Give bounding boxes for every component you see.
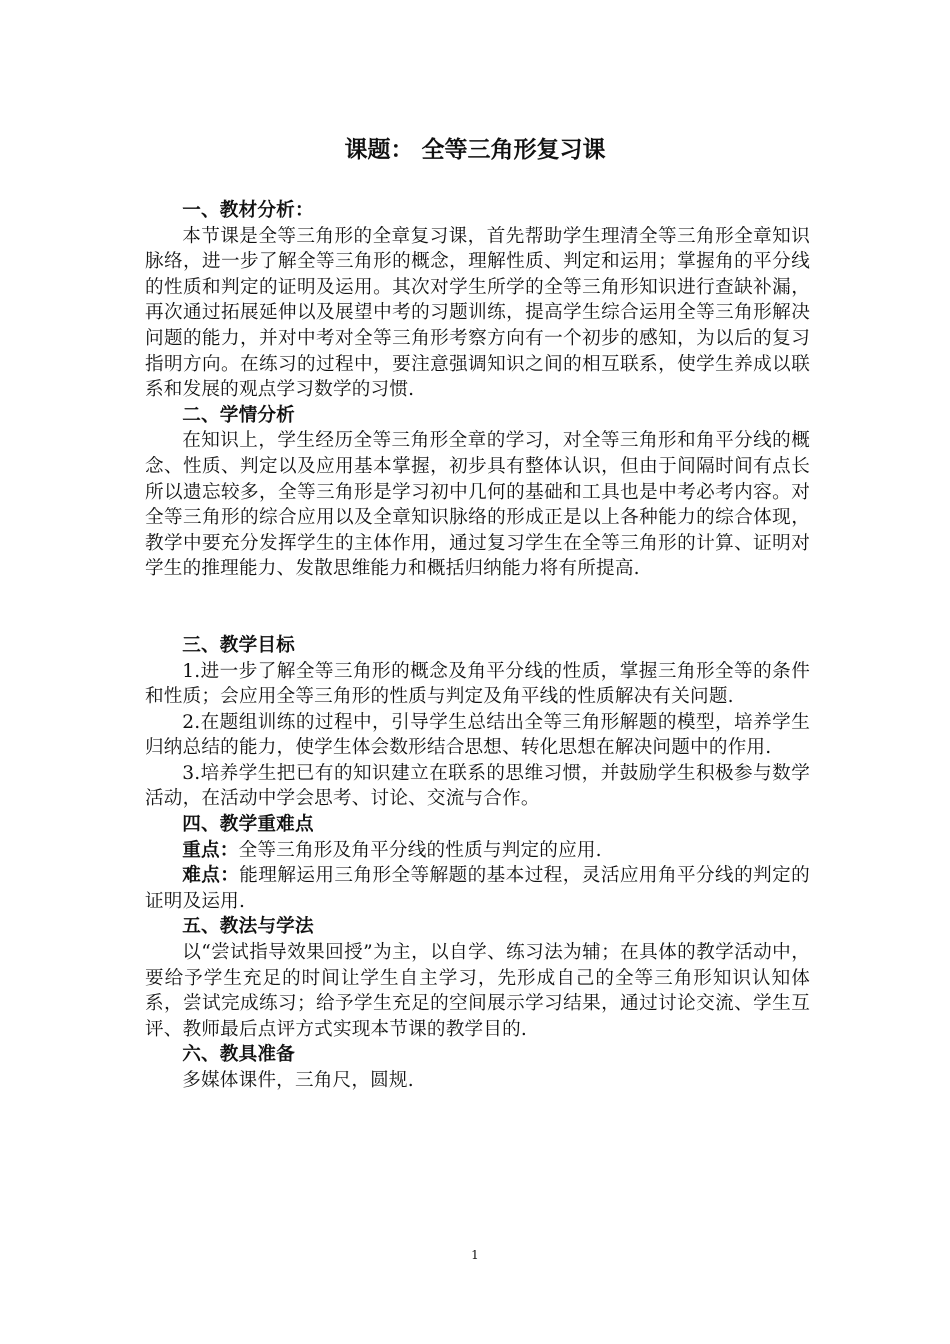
goal-item-1: 1.进一步了解全等三角形的概念及角平分线的性质，掌握三角形全等的条件和性质；会应用全等三角形的性质与判定及角平线的性质解决有关问题. (145, 660, 810, 708)
goal-item-3: 3.培养学生把已有的知识建立在联系的思维习惯，并鼓励学生积极参与数学活动，在活动中学会思考、讨论、交流与合作。 (145, 762, 810, 810)
page-number: 1 (471, 1248, 479, 1262)
goal-item-2: 2.在题组训练的过程中，引导学生总结出全等三角形解题的模型，培养学生归纳总结的能力，使学生体会数形结合思想、转化思想在解决问题中的作用. (145, 711, 810, 759)
document-title: 课题： 全等三角形复习课 (344, 136, 606, 163)
difficult-point-text: 能理解运用三角形全等解题的基本过程，灵活应用角平分线的判定的证明及运用. (145, 865, 810, 912)
key-point-line (145, 838, 810, 864)
key-point-text: 全等三角形及角平分线的性质与判定的应用. (238, 839, 602, 861)
section-paragraph-methods: 以“尝试指导效果回授”为主，以自学、练习法为辅；在具体的教学活动中，要给予学生充足的时间让学生自主学习，先形成自己的全等三角形知识认知体系，尝试完成练习；给予学生充足的空间展示学习结果，通过讨论交流、学生互评、教师最后点评方式实现本节课的教学目的. (145, 942, 810, 1040)
paragraph-spacer (145, 582, 810, 633)
section-heading-students: 二、学情分析 (182, 404, 295, 426)
difficult-point-line (145, 863, 810, 914)
section-paragraph-materials-prep: 多媒体课件，三角尺，圆规. (182, 1070, 414, 1091)
section-paragraph-materials: 本节课是全等三角形的全章复习课，首先帮助学生理清全等三角形全章知识脉络，进一步了解全等三角形的概念，理解性质、判定和运用；掌握角的平分线的性质和判定的证明及运用。其次对学生所学的全等三角形知识进行查缺补漏，再次通过拓展延伸以及展望中考的习题训练，提高学生综合运用全等三角形解决问题的能力，并对中考对全等三角形考察方向有一个初步的感知，为以后的复习指明方向。在练习的过程中，要注意强调知识之间的相互联系，使学生养成以联系和发展的观点学习数学的习惯. (145, 225, 810, 401)
section-paragraph-students: 在知识上，学生经历全等三角形全章的学习，对全等三角形和角平分线的概念、性质、判定以及应用基本掌握，初步具有整体认识，但由于间隔时间有点长所以遗忘较多，全等三角形是学习初中几何的基础和工具也是中考必考内容。对全等三角形的综合应用以及全章知识脉络的形成正是以上各种能力的综合体现，教学中要充分发挥学生的主体作用，通过复习学生在全等三角形的计算、证明对学生的推理能力、发散思维能力和概括归纳能力将有所提高. (145, 430, 810, 580)
key-point-label: 重点： (182, 839, 239, 861)
section-heading-methods: 五、教法与学法 (182, 916, 314, 938)
section-heading-materials-prep: 六、教具准备 (182, 1044, 295, 1066)
section-heading-materials: 一、教材分析： (182, 200, 314, 221)
section-heading-goals: 三、教学目标 (182, 634, 295, 656)
section-heading-key-points: 四、教学重难点 (182, 814, 314, 836)
document-body (145, 198, 810, 1094)
difficult-point-label: 难点： (182, 865, 240, 887)
